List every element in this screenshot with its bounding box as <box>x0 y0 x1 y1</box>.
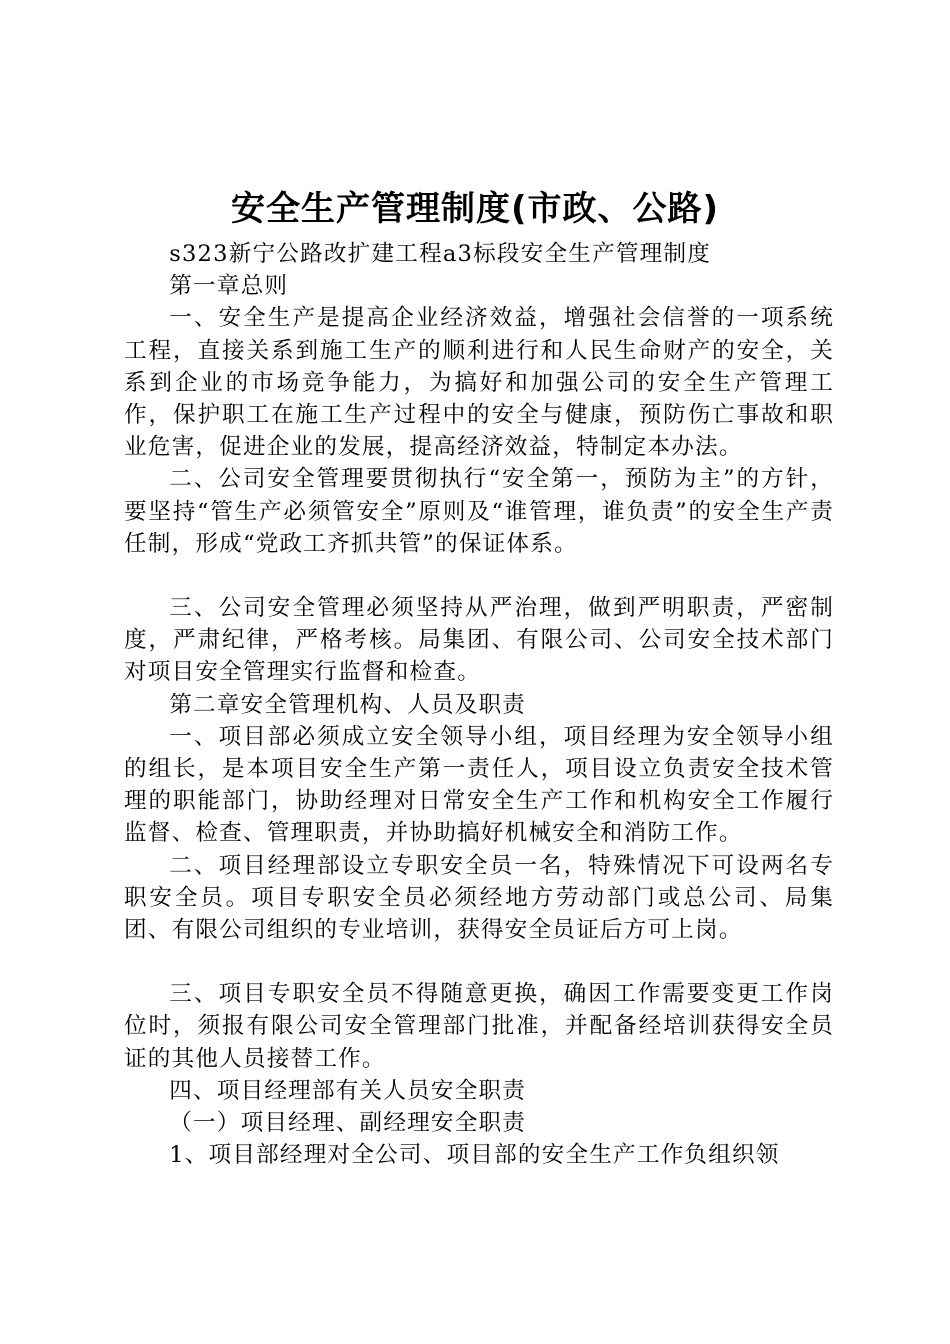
paragraph: 一、项目部必须成立安全领导小组，项目经理为安全领导小组的组长，是本项目安全生产第一责任人，项目设立负责安全技术管理的职能部门，协助经理对日常安全生产工作和机构安全工作履行监督、检查、管理职责，并协助搞好机械安全和消防工作。 <box>124 723 834 847</box>
document-title: 安全生产管理制度(市政、公路) <box>230 189 720 229</box>
paragraph: 三、公司安全管理必须坚持从严治理，做到严明职责，严密制度，严肃纪律，严格考核。局集团、有限公司、公司安全技术部门对项目安全管理实行监督和检查。 <box>124 595 834 686</box>
subsection-heading: （一）项目经理、副经理安全职责 <box>169 1110 527 1137</box>
chapter-heading: 第二章安全管理机构、人员及职责 <box>169 691 527 718</box>
paragraph: 1、项目部经理对全公司、项目部的安全生产工作负组织领 <box>169 1142 780 1169</box>
paragraph: 二、公司安全管理要贯彻执行“安全第一，预防为主”的方针，要坚持“管生产必须管安全”原则及“谁管理，谁负责”的安全生产责任制，形成“党政工齐抓共管”的保证体系。 <box>124 466 834 557</box>
paragraph: 二、项目经理部设立专职安全员一名，特殊情况下可设两名专职安全员。项目专职安全员必须经地方劳动部门或总公司、局集团、有限公司组织的专业培训，获得安全员证后方可上岗。 <box>124 852 834 944</box>
document-body <box>124 238 834 1171</box>
section-heading: 四、项目经理部有关人员安全职责 <box>169 1077 527 1104</box>
paragraph: 三、项目专职安全员不得随意更换，确因工作需要变更工作岗位时，须报有限公司安全管理部门批准，并配备经培训获得安全员证的其他人员接替工作。 <box>124 981 834 1072</box>
subtitle-paragraph: s323新宁公路改扩建工程a3标段安全生产管理制度 <box>169 241 712 267</box>
chapter-heading: 第一章总则 <box>169 273 289 300</box>
paragraph: 一、安全生产是提高企业经济效益，增强社会信誉的一项系统工程，直接关系到施工生产的顺利进行和人民生命财产的安全，关系到企业的市场竞争能力，为搞好和加强公司的安全生产管理工作，保护职工在施工生产过程中的安全与健康，预防伤亡事故和职业危害，促进企业的发展，提高经济效益，特制定本办法。 <box>124 305 834 461</box>
